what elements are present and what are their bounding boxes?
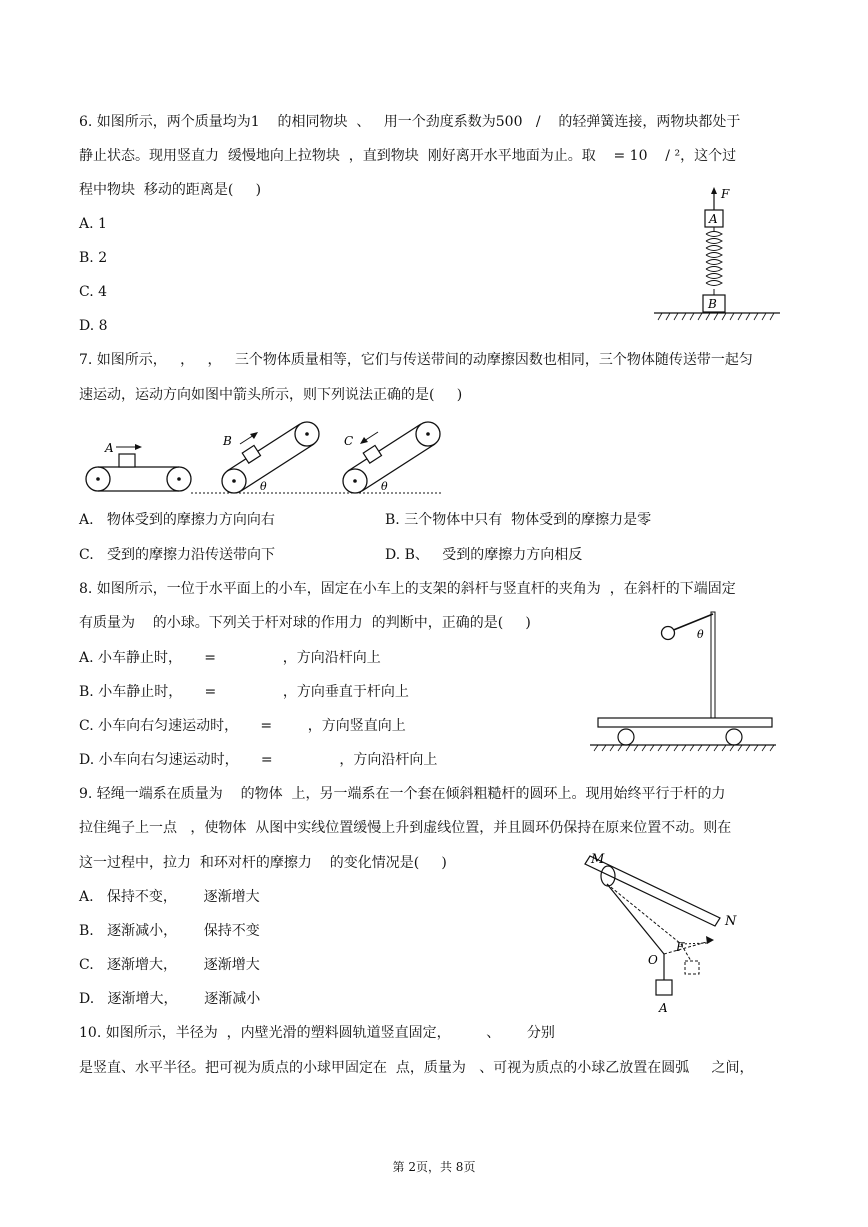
q9-stem-line2: 拉住绳子上一点 ，使物体 从图中实线位置缓慢上升到虚线位置，并且圆环仍保持在原来位置不动。则在 — [79, 820, 732, 836]
q9-label-o: O — [648, 953, 658, 967]
q9-label-n: N — [725, 914, 737, 929]
q10-stem-line1: 10. 如图所示，半径为 ，内壁光滑的塑料圆轨道竖直固定， 、 分别 — [79, 1025, 555, 1041]
q7-theta-c: θ — [381, 480, 388, 493]
q8-theta: θ — [697, 628, 704, 641]
q6-label-a: A — [709, 212, 718, 226]
q6-option-a: A. 1 — [79, 216, 107, 232]
q6-option-d: D. 8 — [79, 318, 108, 334]
q7-option-b: B. 三个物体中只有 物体受到的摩擦力是零 — [385, 512, 652, 528]
q6-stem-line1: 6. 如图所示，两个质量均为1 的相同物块 、 用一个劲度系数为500 / 的轻弹簧连接，两物块都处于 — [79, 114, 741, 130]
q9-stem-line3: 这一过程中，拉力 和环对杆的摩擦力 的变化情况是( ) — [79, 855, 447, 871]
q7-label-b: B — [223, 434, 232, 448]
q9-option-d: D. 逐渐增大， 逐渐减小 — [79, 991, 261, 1007]
q6-stem-line3: 程中物块 移动的距离是( ) — [79, 182, 262, 198]
q8-option-d: D. 小车向右匀速运动时， = ，方向沿杆向上 — [79, 752, 438, 768]
q9-option-a: A. 保持不变， 逐渐增大 — [79, 889, 260, 905]
q6-label-b: B — [708, 297, 717, 311]
q6-stem-line2: 静止状态。现用竖直力 缓慢地向上拉物块 ，直到物块 刚好离开水平地面为止。取 = 10 / ²，这个过 — [79, 148, 737, 164]
q7-option-d: D. B、 受到的摩擦力方向相反 — [385, 547, 583, 563]
page-footer: 第 2页，共 8页 — [392, 1160, 476, 1174]
q7-option-a: A. 物体受到的摩擦力方向向右 — [79, 512, 275, 528]
q7-theta-b: θ — [260, 480, 267, 493]
q6-option-c: C. 4 — [79, 284, 108, 300]
q7-label-c: C — [344, 434, 354, 448]
q9-rod-figure — [580, 848, 750, 1018]
q10-stem-line2: 是竖直、水平半径。把可视为质点的小球甲固定在 点，质量为 、可视为质点的小球乙放置在圆弧 之间， — [79, 1060, 754, 1076]
q8-stem-line1: 8. 如图所示，一位于水平面上的小车，固定在小车上的支架的斜杆与竖直杆的夹角为 ，在斜杆的下端固定 — [79, 581, 736, 597]
q8-stem-line2: 有质量为 的小球。下列关于杆对球的作用力 的判断中，正确的是( ) — [79, 615, 531, 631]
q9-option-b: B. 逐渐减小， 保持不变 — [79, 923, 260, 939]
q9-label-a: A — [659, 1001, 668, 1015]
q7-stem-line1: 7. 如图所示， ， ， 三个物体质量相等，它们与传送带间的动摩擦因数也相同，三个物体随传送带一起匀 — [79, 352, 753, 368]
q9-stem-line1: 9. 轻绳一端系在质量为 的物体 上，另一端系在一个套在倾斜粗糙杆的圆环上。现用始终平行于杆的力 — [79, 786, 726, 802]
q8-option-a: A. 小车静止时， = ，方向沿杆向上 — [79, 650, 381, 666]
q7-label-a: A — [105, 441, 114, 455]
q6-option-b: B. 2 — [79, 250, 108, 266]
q7-conveyor-figure — [78, 416, 448, 498]
q9-label-f: F — [676, 940, 685, 954]
q8-option-b: B. 小车静止时， = ，方向垂直于杆向上 — [79, 684, 409, 700]
q9-label-m: M — [591, 852, 605, 867]
q6-label-f: F — [721, 187, 730, 201]
q8-option-c: C. 小车向右匀速运动时， = ，方向竖直向上 — [79, 718, 406, 734]
q8-cart-figure — [588, 606, 780, 756]
q7-option-c: C. 受到的摩擦力沿传送带向下 — [79, 547, 276, 563]
q6-spring-figure — [650, 185, 785, 325]
q7-stem-line2: 速运动，运动方向如图中箭头所示，则下列说法正确的是( ) — [79, 387, 463, 403]
q9-option-c: C. 逐渐增大， 逐渐增大 — [79, 957, 260, 973]
